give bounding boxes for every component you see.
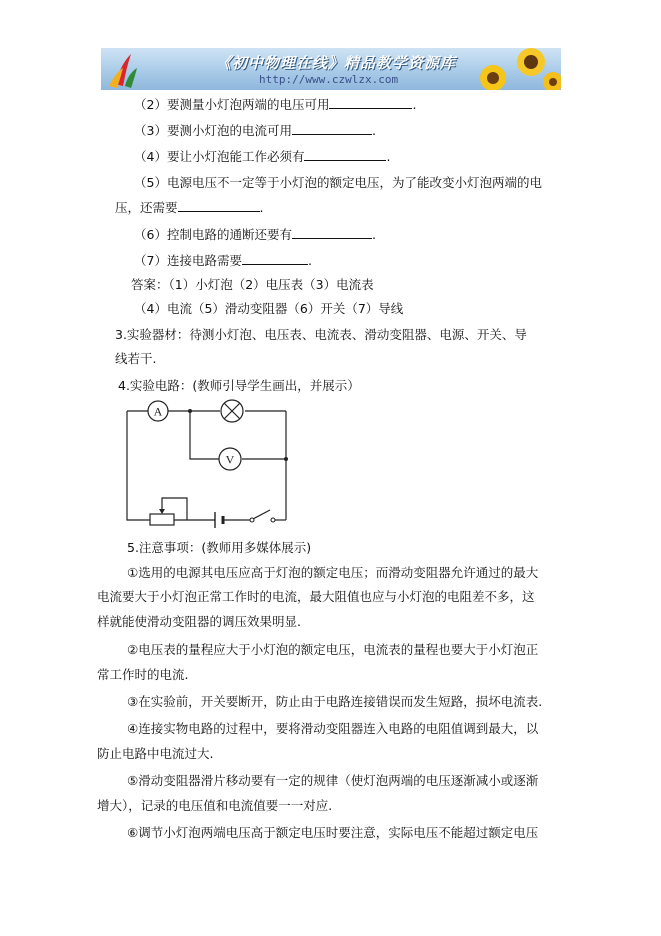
note-4-line1: ④连接实物电路的过程中，要将滑动变阻器连入电路的电阻值调到最大，以 — [127, 721, 539, 736]
circuit-diagram — [120, 398, 300, 538]
question-5-text: 压，还需要 — [115, 200, 178, 215]
voltmeter-label: V — [225, 452, 235, 467]
question-3-text: （3）要测小灯泡的电流可用 — [134, 123, 292, 138]
note-1-line2: 电流要大于小灯泡正常工作时的电流，最大阻值也应与小灯泡的电阻差不多，这 — [97, 589, 535, 604]
wire-voltmeter-left — [190, 411, 219, 459]
answer-blank — [292, 225, 372, 239]
switch-contact — [271, 518, 275, 522]
question-6: （6）控制电路的通断还要有 . — [134, 227, 376, 242]
junction-dot — [188, 409, 192, 413]
wire-left — [127, 411, 148, 520]
switch-lever — [253, 510, 270, 519]
note-3: ③在实验前，开关要断开，防止由于电路连接错误而发生短路，损坏电流表. — [127, 694, 543, 709]
switch-contact — [250, 518, 254, 522]
question-4-text: （4）要让小灯泡能工作必须有 — [134, 149, 305, 164]
question-5-line2: 压，还需要 . — [115, 200, 264, 215]
question-5-line1: （5）电源电压不一定等于小灯泡的额定电压，为了能改变小灯泡两端的电 — [134, 175, 542, 190]
banner-url: http://www.czwlzx.com — [259, 73, 399, 86]
notes-heading: 5.注意事项：(教师用多媒体展示) — [127, 540, 312, 555]
equipment-line-1: 3.实验器材：待测小灯泡、电压表、电流表、滑动变阻器、电源、开关、导 — [115, 327, 527, 342]
note-1-line3: 样就能使滑动变阻器的调压效果明显. — [97, 614, 301, 629]
question-6-number: （6） — [134, 227, 167, 242]
question-2-text: （2）要测量小灯泡两端的电压可用 — [134, 97, 330, 112]
note-4-line2: 防止电路中电流过大. — [97, 746, 214, 761]
question-4: （4）要让小灯泡能工作必须有 . — [134, 149, 391, 164]
note-2-line1: ②电压表的量程应大于小灯泡的额定电压，电流表的量程也要大于小灯泡正 — [127, 642, 539, 657]
note-6: ⑥调节小灯泡两端电压高于额定电压时要注意，实际电压不能超过额定电压 — [127, 825, 539, 840]
equipment-line-2: 线若干. — [115, 351, 157, 366]
ammeter-label: A — [153, 404, 163, 419]
answer-line-1: 答案：（1）小灯泡（2）电压表（3）电流表 — [131, 277, 374, 292]
header-banner — [101, 48, 561, 90]
answer-blank — [292, 121, 372, 135]
site-logo-icon — [101, 48, 141, 90]
question-7: （7）连接电路需要 . — [134, 253, 312, 268]
rheostat — [150, 514, 174, 525]
junction-dot — [284, 457, 288, 461]
answer-line-2: （4）电流（5）滑动变阻器（6）开关（7）导线 — [134, 301, 404, 316]
banner-title: 《初中物理在线》精品教学资源库 — [216, 54, 457, 72]
question-3: （3）要测小灯泡的电流可用 . — [134, 123, 376, 138]
answer-blank — [329, 95, 412, 109]
answer-blank — [178, 198, 260, 212]
circuit-heading: 4.实验电路：(教师引导学生画出，并展示） — [118, 378, 360, 393]
question-6-text: 控制电路的通断还要有 — [166, 227, 292, 242]
sunflower-icon — [471, 48, 561, 90]
note-5-line2: 增大），记录的电压值和电流值要一一对应. — [97, 798, 333, 813]
note-2-line2: 常工作时的电流. — [97, 667, 189, 682]
question-2: （2）要测量小灯泡两端的电压可用 . — [134, 97, 417, 112]
note-1-line1: ①选用的电源其电压应高于灯泡的额定电压；而滑动变阻器允许通过的最大 — [127, 565, 539, 580]
note-5-line1: ⑤滑动变阻器滑片移动要有一定的规律（使灯泡两端的电压逐渐减小或逐渐 — [127, 773, 539, 788]
question-7-text: （7）连接电路需要 — [134, 253, 242, 268]
slider-arrow — [159, 509, 165, 514]
answer-blank — [242, 251, 308, 265]
answer-blank — [304, 147, 386, 161]
